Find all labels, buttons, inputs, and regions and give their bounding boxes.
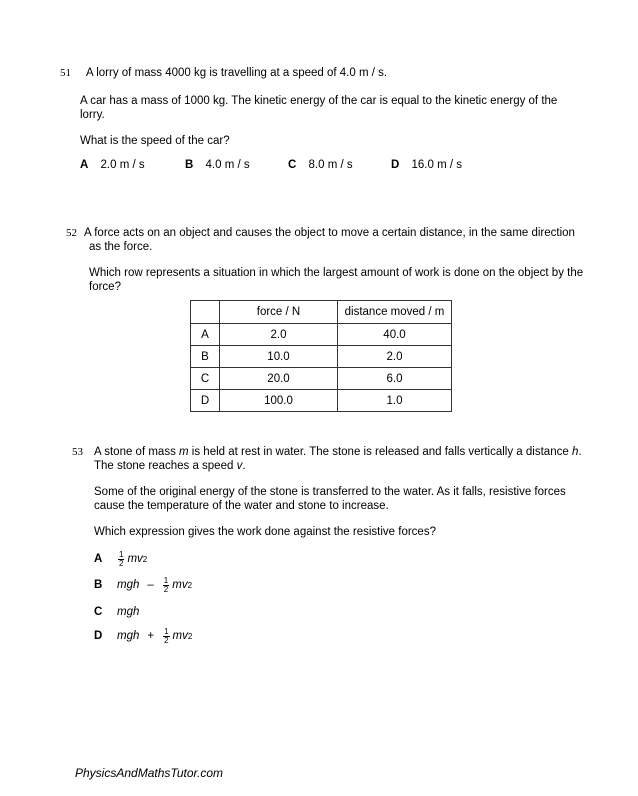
text-run: is held at rest in water. The stone is released and falls vertically a distance xyxy=(188,446,572,458)
option-c xyxy=(288,158,353,172)
option-text: 16.0 m / s xyxy=(411,159,463,171)
table-header-row xyxy=(191,301,452,324)
force-cell: 20.0 xyxy=(220,368,338,390)
text-run: A stone of mass xyxy=(94,446,180,458)
expression-mgh: mgh xyxy=(117,606,140,618)
expression-mv: mv xyxy=(127,553,143,565)
question-prompt: Which expression gives the work done against the resistive forces? xyxy=(94,526,436,538)
question-number: 52 xyxy=(66,227,77,239)
row-label: A xyxy=(191,324,220,346)
column-header-distance: distance moved / m xyxy=(338,301,452,324)
question-prompt: Which row represents a situation in which the largest amount of work is done on the object by the xyxy=(89,267,584,279)
option-letter: C xyxy=(94,606,103,618)
option-letter: B xyxy=(185,159,194,171)
expression-mgh: mgh xyxy=(117,579,140,591)
question-text: Some of the original energy of the stone is transferred to the water. As it falls, resistive forces xyxy=(94,486,566,498)
distance-cell: 6.0 xyxy=(338,368,452,390)
variable-m: m xyxy=(179,446,189,458)
expression-mgh: mgh xyxy=(117,630,140,642)
distance-cell: 40.0 xyxy=(338,324,452,346)
force-cell: 100.0 xyxy=(220,390,338,412)
option-c xyxy=(94,603,139,621)
option-letter: C xyxy=(288,159,297,171)
option-letter: A xyxy=(80,159,89,171)
option-letter: D xyxy=(94,630,103,642)
question-prompt: What is the speed of the car? xyxy=(80,135,230,147)
text-run: . xyxy=(578,446,582,458)
distance-cell: 2.0 xyxy=(338,346,452,368)
fraction-denominator: 2 xyxy=(119,558,124,568)
question-text: as the force. xyxy=(89,241,153,253)
table-row xyxy=(191,390,452,412)
plus-sign: + xyxy=(147,630,155,642)
footer-site-name: PhysicsAndMathsTutor.com xyxy=(75,766,224,780)
row-label: B xyxy=(191,346,220,368)
table-row xyxy=(191,346,452,368)
distance-cell: 1.0 xyxy=(338,390,452,412)
question-number: 53 xyxy=(72,446,83,458)
option-text: 4.0 m / s xyxy=(205,159,250,171)
option-b xyxy=(185,158,250,172)
fraction-numerator: 1 xyxy=(163,575,169,585)
fraction-denominator: 2 xyxy=(163,584,169,594)
variable-v: v xyxy=(236,460,243,472)
fraction-half xyxy=(118,551,124,568)
option-a xyxy=(94,550,147,568)
question-text: A force acts on an object and causes the object to move a certain distance, in the same direction xyxy=(84,227,575,239)
fraction-numerator: 1 xyxy=(164,626,169,636)
question-number: 51 xyxy=(60,67,71,79)
column-header-force: force / N xyxy=(220,301,338,324)
exponent: 2 xyxy=(187,580,193,590)
fraction-half xyxy=(163,577,169,594)
question-text: cause the temperature of the water and stone to increase. xyxy=(94,500,389,512)
option-letter: D xyxy=(391,159,400,171)
table-row xyxy=(191,368,452,390)
option-text: 8.0 m / s xyxy=(308,159,353,171)
option-d xyxy=(391,158,462,172)
row-label: C xyxy=(191,368,220,390)
option-a xyxy=(80,158,145,172)
question-text xyxy=(94,445,582,459)
variable-h: h xyxy=(571,446,579,458)
option-letter: A xyxy=(94,553,103,565)
force-cell: 10.0 xyxy=(220,346,338,368)
exponent: 2 xyxy=(187,631,193,641)
expression-mv: mv xyxy=(172,630,188,642)
force-cell: 2.0 xyxy=(220,324,338,346)
fraction-denominator: 2 xyxy=(164,635,169,645)
text-run: The stone reaches a speed xyxy=(94,460,237,472)
question-text: lorry. xyxy=(80,109,105,121)
data-table xyxy=(190,300,452,412)
table-row xyxy=(191,324,452,346)
option-b xyxy=(94,576,192,594)
option-d xyxy=(94,627,192,645)
question-text: A car has a mass of 1000 kg. The kinetic energy of the car is equal to the kinetic energy of the xyxy=(80,95,558,107)
question-prompt: force? xyxy=(89,281,121,293)
exponent: 2 xyxy=(142,554,148,564)
question-text: A lorry of mass 4000 kg is travelling at a speed of 4.0 m / s. xyxy=(86,67,388,79)
row-label: D xyxy=(191,390,220,412)
question-text xyxy=(94,459,246,473)
fraction-half xyxy=(163,628,169,645)
text-run: . xyxy=(242,460,246,472)
table-corner xyxy=(191,301,220,324)
minus-sign: – xyxy=(147,579,154,591)
option-letter: B xyxy=(94,579,103,591)
option-text: 2.0 m / s xyxy=(100,159,145,171)
fraction-numerator: 1 xyxy=(119,549,124,559)
expression-mv: mv xyxy=(172,579,188,591)
